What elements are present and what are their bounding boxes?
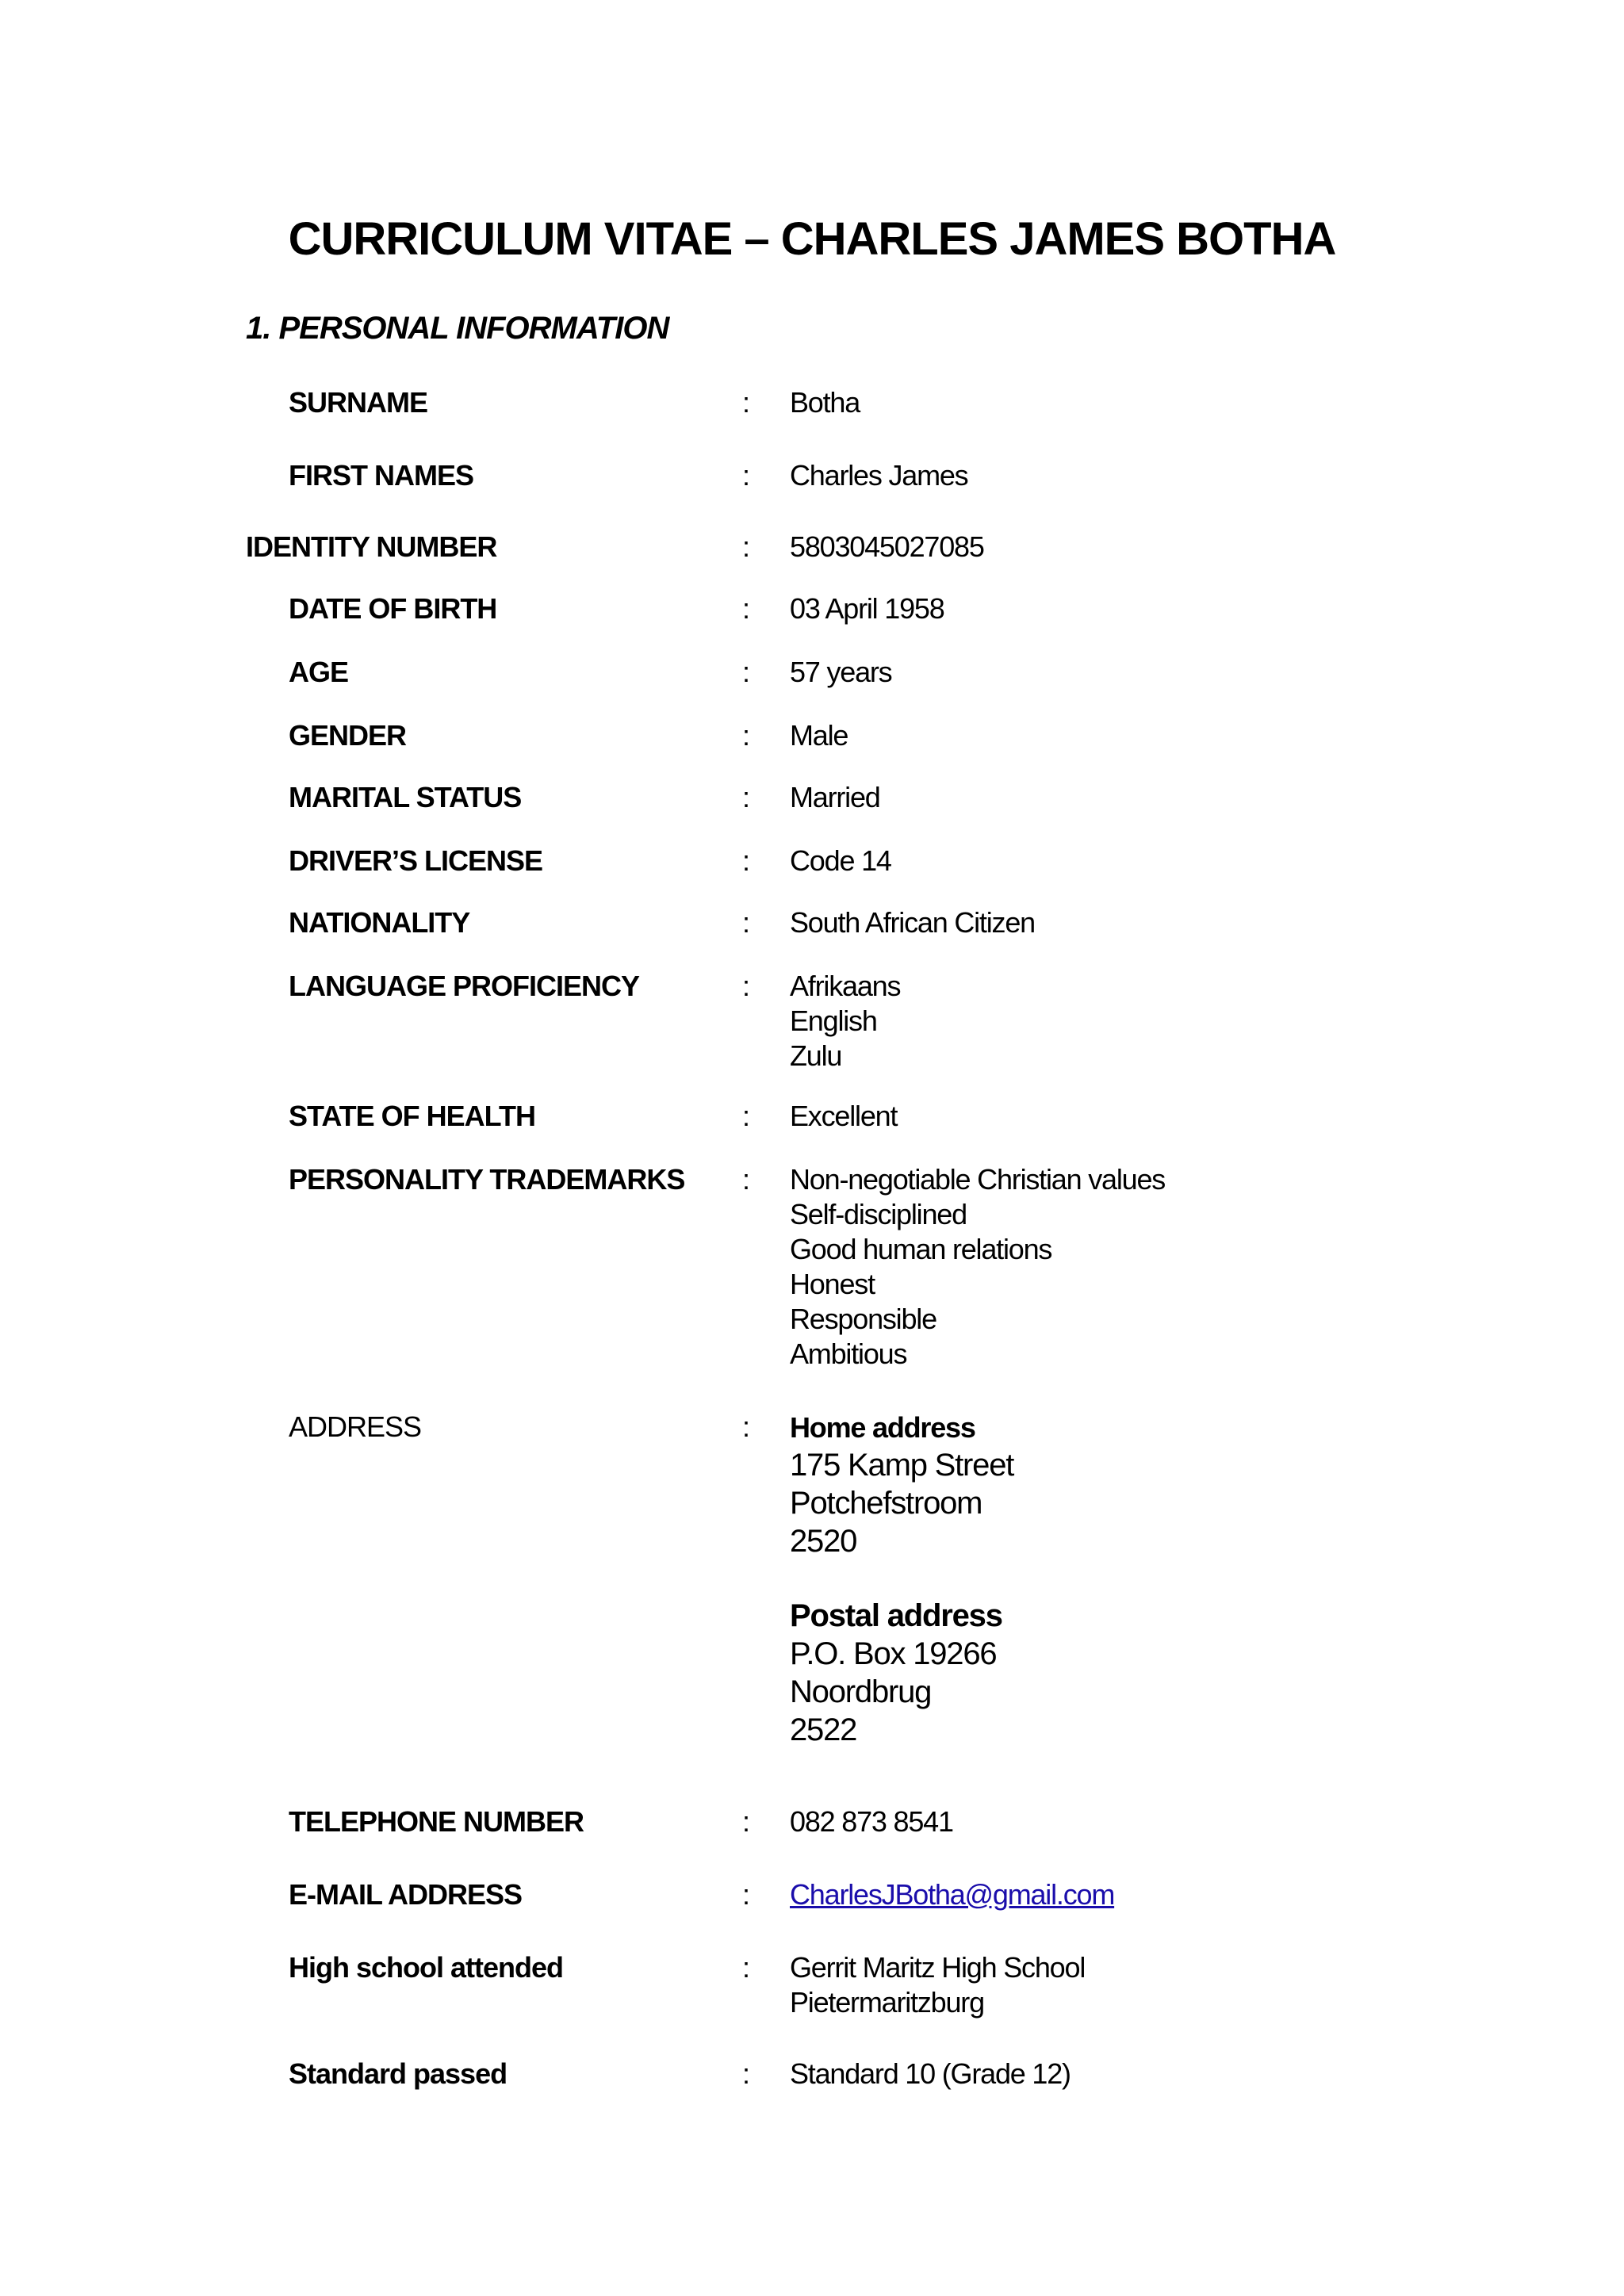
home-address-heading: Home address: [790, 1411, 975, 1444]
field-value-list: [790, 969, 900, 1073]
field-value: South African Citizen: [790, 906, 1035, 939]
field-label: DRIVER’S LICENSE: [289, 844, 543, 877]
field-value: Male: [790, 719, 848, 752]
field-value: 082 873 8541: [790, 1805, 953, 1838]
language-item: Afrikaans: [790, 970, 901, 1002]
field-separator: :: [742, 719, 751, 752]
field-separator: :: [742, 1878, 751, 1911]
field-label: TELEPHONE NUMBER: [289, 1805, 584, 1838]
trait-item: Good human relations: [790, 1233, 1052, 1265]
language-item: Zulu: [790, 1039, 842, 1072]
field-value: 03 April 1958: [790, 592, 944, 625]
field-label: SURNAME: [289, 386, 428, 419]
field-separator: :: [742, 970, 751, 1002]
trait-item: Honest: [790, 1268, 875, 1300]
field-label: GENDER: [289, 719, 407, 752]
field-label: IDENTITY NUMBER: [246, 530, 497, 563]
home-address-line: Potchefstroom: [790, 1486, 982, 1521]
field-label: PERSONALITY TRADEMARKS: [289, 1163, 685, 1196]
field-label: ADDRESS: [289, 1410, 422, 1443]
address-block: [790, 1410, 1013, 1749]
document-title: CURRICULUM VITAE – CHARLES JAMES BOTHA: [288, 213, 1336, 265]
field-separator: :: [742, 781, 751, 813]
field-separator: :: [742, 1410, 751, 1443]
field-label: Standard passed: [289, 2057, 508, 2090]
section-heading-personal-information: 1. PERSONAL INFORMATION: [246, 311, 669, 346]
field-value-list: [790, 1162, 1165, 1372]
field-value: Married: [790, 781, 880, 813]
postal-address-heading: Postal address: [790, 1598, 1002, 1633]
field-label: High school attended: [289, 1951, 564, 1984]
postal-address-line: 2522: [790, 1712, 857, 1747]
field-separator: :: [742, 906, 751, 939]
field-separator: :: [742, 656, 751, 688]
field-label: MARITAL STATUS: [289, 781, 522, 813]
field-label: STATE OF HEALTH: [289, 1100, 535, 1132]
field-value: 5803045027085: [790, 530, 984, 563]
field-separator: :: [742, 844, 751, 877]
address-spacer: [790, 1560, 1013, 1597]
field-value: Standard 10 (Grade 12): [790, 2057, 1071, 2090]
field-separator: :: [742, 1100, 751, 1132]
field-value: Excellent: [790, 1100, 898, 1132]
field-value: [790, 1877, 1114, 1912]
field-separator: :: [742, 1163, 751, 1196]
postal-address-line: P.O. Box 19266: [790, 1636, 997, 1671]
field-label: FIRST NAMES: [289, 459, 474, 492]
field-value: Charles James: [790, 459, 968, 492]
trait-item: Non-negotiable Christian values: [790, 1163, 1166, 1196]
field-separator: :: [742, 592, 751, 625]
school-line: Pietermaritzburg: [790, 1986, 984, 2019]
field-separator: :: [742, 1805, 751, 1838]
trait-item: Ambitious: [790, 1337, 907, 1370]
email-link[interactable]: CharlesJBotha@gmail.com: [790, 1878, 1115, 1911]
field-label: NATIONALITY: [289, 906, 470, 939]
field-separator: :: [742, 2057, 751, 2090]
field-value-list: [790, 1950, 1085, 2020]
field-separator: :: [742, 530, 751, 563]
trait-item: Self-disciplined: [790, 1198, 967, 1230]
field-value: Botha: [790, 386, 860, 419]
home-address-line: 175 Kamp Street: [790, 1448, 1014, 1483]
field-label: LANGUAGE PROFICIENCY: [289, 970, 640, 1002]
field-label: DATE OF BIRTH: [289, 592, 497, 625]
trait-item: Responsible: [790, 1303, 936, 1335]
field-label: AGE: [289, 656, 349, 688]
home-address-line: 2520: [790, 1524, 857, 1559]
field-value: 57 years: [790, 656, 892, 688]
field-separator: :: [742, 386, 751, 419]
field-separator: :: [742, 1951, 751, 1984]
language-item: English: [790, 1004, 877, 1037]
field-value: Code 14: [790, 844, 891, 877]
school-line: Gerrit Maritz High School: [790, 1951, 1086, 1984]
postal-address-line: Noordbrug: [790, 1674, 932, 1709]
field-label: E-MAIL ADDRESS: [289, 1878, 523, 1911]
field-separator: :: [742, 459, 751, 492]
